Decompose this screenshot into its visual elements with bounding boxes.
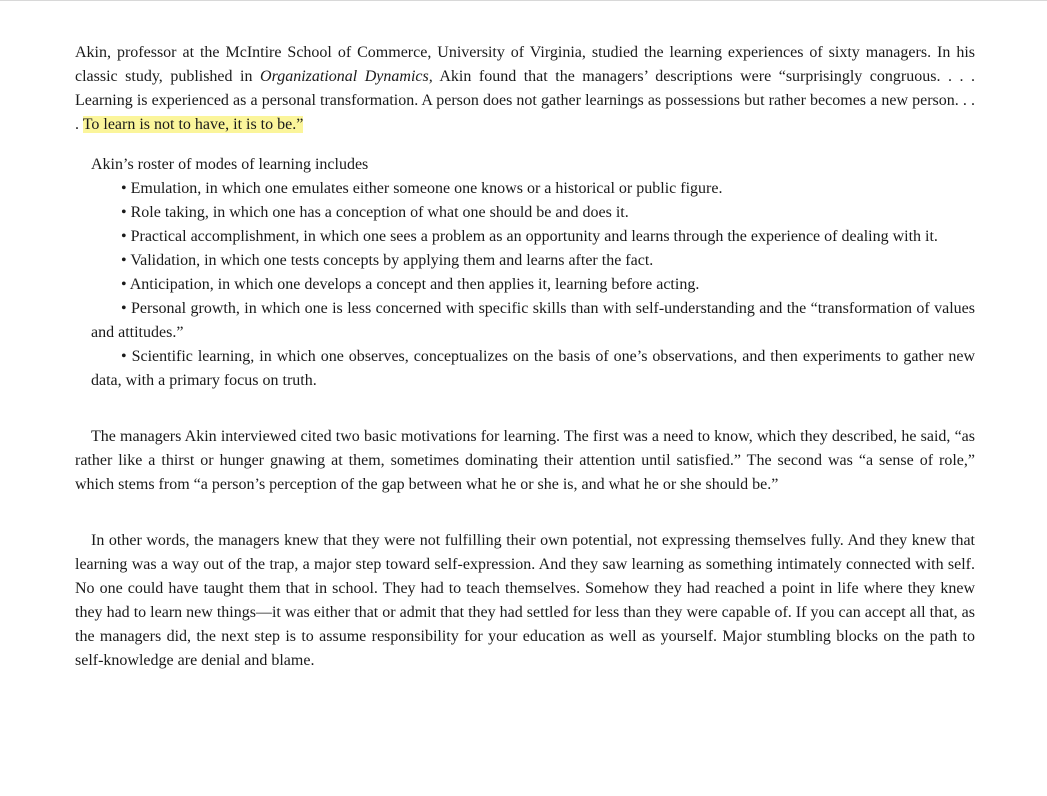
document-body bbox=[75, 41, 975, 673]
list-item: • Validation, in which one tests concepts by applying them and learns after the fact. bbox=[121, 252, 654, 269]
list-item: • Role taking, in which one has a conception of what one should be and does it. bbox=[121, 204, 629, 221]
list-item: • Practical accomplishment, in which one sees a problem as an opportunity and learns through the experience of dealing with it. bbox=[121, 228, 938, 245]
paragraph-motivations: The managers Akin interviewed cited two basic motivations for learning. The first was a need to know, which they described, he said, “as rather like a thirst or hunger gnawing at them, sometimes dominating their attention until satisfied.” The second was “a sense of role,” which stems from “a person’s perception of the gap between what he or she is, and what he or she should be.” bbox=[75, 428, 975, 493]
list-item: • Anticipation, in which one develops a concept and then applies it, learning before acting. bbox=[121, 276, 700, 293]
roster-intro: Akin’s roster of modes of learning includes bbox=[91, 156, 369, 173]
p1-text-a: Akin, professor at the McIntire School of Commerce, University of Virginia, studied the learning experiences of sixty managers. In his classic study, published in bbox=[75, 44, 975, 85]
p1-text-b: Akin found that the managers’ descriptions were “surprisingly congruous. . . . Learning is experienced as a personal transformation. A person does not gather learnings as possessions but rather becomes a new person. . . . bbox=[75, 68, 975, 133]
journal-title: Organizational Dynamics, bbox=[260, 68, 433, 85]
paragraph-in-other-words: In other words, the managers knew that they were not fulfilling their own potential, not expressing themselves fully. And they knew that learning was a way out of the trap, a major step toward self-expression. And they saw learning as something intimately connected with self. No one could have taught them that in school. They had to teach themselves. Somehow they had reached a point in life where they knew they had to learn new things—it was either that or admit that they had settled for less than they were capable of. If you can accept all that, as the managers did, the next step is to assume responsibility for your education as well as yourself. Major stumbling blocks on the path to self-knowledge are denial and blame. bbox=[75, 532, 975, 669]
list-item: • Scientific learning, in which one observes, conceptualizes on the basis of one’s observations, and then experiments to gather new data, with a primary focus on truth. bbox=[91, 348, 975, 389]
list-item: • Personal growth, in which one is less concerned with specific skills than with self-understanding and the “transformation of values and attitudes.” bbox=[91, 300, 975, 341]
modes-of-learning-list bbox=[75, 153, 975, 393]
list-item: • Emulation, in which one emulates either someone one knows or a historical or public figure. bbox=[121, 180, 723, 197]
paragraph-akin-study bbox=[75, 41, 975, 137]
highlighted-quote[interactable]: To learn is not to have, it is to be.” bbox=[82, 116, 304, 133]
